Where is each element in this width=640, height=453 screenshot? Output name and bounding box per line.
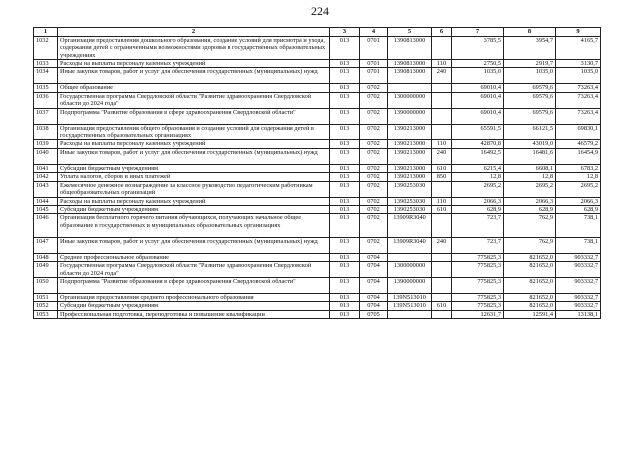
table-row [34,148,601,164]
target-code [388,253,432,261]
expense-type-code [432,262,452,278]
row-name: Организация предоставления дошкольного образования, создание условий для присмотра и ухода, содержания детей с ограниченными возможностями здоровья в государственных образовательных учреждениях [58,36,330,59]
expense-type-code: 610 [432,302,452,310]
row-name: Иные закупки товаров, работ и услуг для обеспечения государственных (муниципальных) нужд [58,68,330,84]
amount-year-1: 723,7 [452,214,504,237]
amount-year-1: 723,7 [452,237,504,253]
expense-type-code [432,124,452,140]
table-row [34,92,601,108]
expense-type-code: 610 [432,164,452,172]
row-name: Организация предоставления общего образования и создание условий для содержания детей в государственных образовательных организациях [58,124,330,140]
amount-year-1: 12,8 [452,173,504,181]
row-number: 1036 [34,92,58,108]
admin-code: 013 [330,164,360,172]
target-code: 1390213000 [388,148,432,164]
column-header: 7 [452,28,504,37]
expense-type-code: 240 [432,68,452,84]
column-header: 1 [34,28,58,37]
table-body [34,36,601,319]
amount-year-1: 2695,2 [452,181,504,197]
section-code: 0705 [360,310,388,318]
section-code: 0702 [360,124,388,140]
table-row [34,237,601,253]
expense-type-code [432,310,452,318]
expense-type-code: 240 [432,148,452,164]
target-code: 139N513010 [388,293,432,301]
section-code: 0701 [360,36,388,59]
amount-year-3: 1035,0 [556,68,601,84]
amount-year-1: 6215,4 [452,164,504,172]
row-number: 1041 [34,164,58,172]
amount-year-1: 3785,5 [452,36,504,59]
target-code: 1390000000 [388,277,432,293]
admin-code: 013 [330,214,360,237]
row-number: 1038 [34,124,58,140]
amount-year-1: 775825,3 [452,293,504,301]
row-number: 1047 [34,237,58,253]
target-code [388,84,432,92]
target-code: 1390213000 [388,173,432,181]
amount-year-3: 903332,7 [556,277,601,293]
amount-year-2: 3954,7 [504,36,556,59]
row-name: Организация бесплатного горячего питания обучающихся, получающих начальное общее образование в государственных и муниципальных образовательных организациях [58,214,330,237]
row-name: Профессиональная подготовка, переподготовка и повышение квалификации [58,310,330,318]
row-name: Субсидии бюджетным учреждениям [58,164,330,172]
table-row [34,108,601,124]
column-header: 4 [360,28,388,37]
table-row [34,68,601,84]
target-code: 1390813000 [388,36,432,59]
row-number: 1052 [34,302,58,310]
expense-type-code: 110 [432,197,452,205]
section-code: 0704 [360,253,388,261]
table-row [34,253,601,261]
table-row [34,60,601,68]
row-name: Государственная программа Свердловской области "Развитие здравоохранения Свердловской области до 2024 года" [58,92,330,108]
target-code: 1390813000 [388,68,432,84]
row-number: 1043 [34,181,58,197]
table-row [34,310,601,318]
table-row [34,173,601,181]
row-number: 1034 [34,68,58,84]
target-code: 1390253030 [388,181,432,197]
expense-type-code [432,84,452,92]
amount-year-3: 6783,2 [556,164,601,172]
admin-code: 013 [330,92,360,108]
table-row [34,277,601,293]
expense-type-code: 240 [432,237,452,253]
row-name: Расходы на выплаты персоналу казенных учреждений [58,60,330,68]
amount-year-3: 73263,4 [556,84,601,92]
amount-year-1: 775825,3 [452,253,504,261]
amount-year-3: 16454,9 [556,148,601,164]
amount-year-1: 775825,3 [452,302,504,310]
table-row [34,214,601,237]
column-header: 2 [58,28,330,37]
row-number: 1045 [34,205,58,213]
amount-year-1: 2750,5 [452,60,504,68]
target-code [388,310,432,318]
amount-year-2: 762,9 [504,237,556,253]
section-code: 0701 [360,60,388,68]
admin-code: 013 [330,173,360,181]
row-name: Государственная программа Свердловской области "Развитие здравоохранения Свердловской области до 2024 года" [58,262,330,278]
target-code: 1390213000 [388,124,432,140]
column-header: 6 [432,28,452,37]
amount-year-2: 69579,6 [504,84,556,92]
admin-code: 013 [330,253,360,261]
amount-year-1: 69010,4 [452,84,504,92]
expense-type-code: 110 [432,60,452,68]
admin-code: 013 [330,124,360,140]
amount-year-2: 821652,0 [504,293,556,301]
amount-year-3: 12,8 [556,173,601,181]
section-code: 0704 [360,262,388,278]
row-number: 1037 [34,108,58,124]
amount-year-3: 903332,7 [556,253,601,261]
amount-year-2: 66121,5 [504,124,556,140]
amount-year-3: 903332,7 [556,302,601,310]
admin-code: 013 [330,148,360,164]
target-code: 1300000000 [388,92,432,108]
amount-year-2: 69579,6 [504,92,556,108]
table-header-row [34,28,601,37]
admin-code: 013 [330,36,360,59]
row-name: Субсидии бюджетным учреждениям [58,205,330,213]
row-name: Уплата налогов, сборов и иных платежей [58,173,330,181]
target-code: 1390213000 [388,140,432,148]
admin-code: 013 [330,262,360,278]
expense-type-code: 610 [432,205,452,213]
amount-year-1: 12631,7 [452,310,504,318]
row-name: Подпрограмма "Развитие образования в сфере здравоохранения Свердловской области" [58,277,330,293]
expense-type-code [432,92,452,108]
row-number: 1051 [34,293,58,301]
amount-year-3: 46579,2 [556,140,601,148]
row-name: Ежемесячное денежное вознаграждение за классное руководство педагогическим работникам общеобразовательных организаций [58,181,330,197]
amount-year-2: 628,9 [504,205,556,213]
row-name: Иные закупки товаров, работ и услуг для обеспечения государственных (муниципальных) нужд [58,148,330,164]
amount-year-1: 42870,8 [452,140,504,148]
expense-type-code [432,108,452,124]
expense-type-code [432,181,452,197]
admin-code: 013 [330,108,360,124]
section-code: 0701 [360,68,388,84]
admin-code: 013 [330,310,360,318]
page-number: 224 [311,4,329,18]
amount-year-3: 3130,7 [556,60,601,68]
amount-year-2: 2919,7 [504,60,556,68]
section-code: 0702 [360,237,388,253]
row-name: Расходы на выплаты персоналу казенных учреждений [58,140,330,148]
target-code: 1390000000 [388,108,432,124]
column-header: 9 [556,28,601,37]
target-code: 13909R3040 [388,237,432,253]
section-code: 0702 [360,164,388,172]
section-code: 0702 [360,148,388,164]
section-code: 0704 [360,293,388,301]
row-name: Подпрограмма "Развитие образования в сфере здравоохранения Свердловской области" [58,108,330,124]
target-code: 139N513010 [388,302,432,310]
amount-year-1: 16492,5 [452,148,504,164]
row-number: 1042 [34,173,58,181]
amount-year-3: 903332,7 [556,262,601,278]
row-name: Организация предоставления среднего профессионального образования [58,293,330,301]
amount-year-1: 775825,3 [452,262,504,278]
row-number: 1035 [34,84,58,92]
amount-year-3: 73263,4 [556,92,601,108]
amount-year-2: 6608,1 [504,164,556,172]
amount-year-2: 12591,4 [504,310,556,318]
amount-year-3: 628,9 [556,205,601,213]
section-code: 0704 [360,277,388,293]
amount-year-3: 903332,7 [556,293,601,301]
amount-year-2: 2066,3 [504,197,556,205]
amount-year-1: 2066,3 [452,197,504,205]
section-code: 0702 [360,140,388,148]
row-number: 1053 [34,310,58,318]
target-code: 1390253030 [388,205,432,213]
amount-year-2: 16481,6 [504,148,556,164]
expense-type-code [432,214,452,237]
amount-year-3: 73263,4 [556,108,601,124]
expense-type-code [432,293,452,301]
admin-code: 013 [330,140,360,148]
table-row [34,205,601,213]
section-code: 0702 [360,92,388,108]
amount-year-1: 775825,3 [452,277,504,293]
admin-code: 013 [330,237,360,253]
target-code: 1390213000 [388,164,432,172]
section-code: 0702 [360,181,388,197]
row-number: 1032 [34,36,58,59]
amount-year-2: 821652,0 [504,253,556,261]
amount-year-2: 12,8 [504,173,556,181]
table-row [34,164,601,172]
amount-year-2: 69579,6 [504,108,556,124]
amount-year-1: 69010,4 [452,108,504,124]
row-number: 1040 [34,148,58,164]
admin-code: 013 [330,277,360,293]
amount-year-1: 65591,5 [452,124,504,140]
row-number: 1039 [34,140,58,148]
row-number: 1044 [34,197,58,205]
amount-year-1: 69010,4 [452,92,504,108]
table-row [34,84,601,92]
admin-code: 013 [330,293,360,301]
amount-year-2: 762,9 [504,214,556,237]
amount-year-3: 738,1 [556,214,601,237]
row-name: Среднее профессиональное образование [58,253,330,261]
row-number: 1048 [34,253,58,261]
amount-year-2: 2695,2 [504,181,556,197]
amount-year-2: 821652,0 [504,277,556,293]
section-code: 0702 [360,197,388,205]
row-name: Субсидии бюджетным учреждениям [58,302,330,310]
row-number: 1046 [34,214,58,237]
amount-year-1: 628,9 [452,205,504,213]
amount-year-3: 2695,2 [556,181,601,197]
table-row [34,293,601,301]
table-row [34,302,601,310]
admin-code: 013 [330,68,360,84]
amount-year-1: 1035,0 [452,68,504,84]
expense-type-code [432,36,452,59]
target-code: 1300000000 [388,262,432,278]
target-code: 1390813000 [388,60,432,68]
admin-code: 013 [330,205,360,213]
amount-year-3: 69830,1 [556,124,601,140]
row-name: Общее образование [58,84,330,92]
table-row [34,181,601,197]
section-code: 0702 [360,173,388,181]
admin-code: 013 [330,181,360,197]
target-code: 1390253030 [388,197,432,205]
table-row [34,124,601,140]
row-number: 1050 [34,277,58,293]
amount-year-3: 13138,1 [556,310,601,318]
amount-year-2: 1035,0 [504,68,556,84]
expense-type-code: 110 [432,140,452,148]
amount-year-3: 2066,3 [556,197,601,205]
amount-year-2: 821652,0 [504,262,556,278]
table-row [34,197,601,205]
section-code: 0702 [360,84,388,92]
table-row [34,262,601,278]
row-name: Расходы на выплаты персоналу казенных учреждений [58,197,330,205]
admin-code: 013 [330,84,360,92]
amount-year-2: 821652,0 [504,302,556,310]
table-row [34,36,601,59]
row-number: 1033 [34,60,58,68]
expense-type-code [432,253,452,261]
column-header: 3 [330,28,360,37]
column-header: 8 [504,28,556,37]
target-code: 13909R3040 [388,214,432,237]
amount-year-2: 43019,0 [504,140,556,148]
budget-table [33,27,601,319]
section-code: 0702 [360,214,388,237]
row-number: 1049 [34,262,58,278]
column-header: 5 [388,28,432,37]
expense-type-code: 850 [432,173,452,181]
amount-year-3: 4165,7 [556,36,601,59]
expense-type-code [432,277,452,293]
admin-code: 013 [330,302,360,310]
section-code: 0704 [360,302,388,310]
table-row [34,140,601,148]
section-code: 0702 [360,205,388,213]
amount-year-3: 738,1 [556,237,601,253]
admin-code: 013 [330,60,360,68]
row-name: Иные закупки товаров, работ и услуг для обеспечения государственных (муниципальных) нужд [58,237,330,253]
section-code: 0702 [360,108,388,124]
admin-code: 013 [330,197,360,205]
